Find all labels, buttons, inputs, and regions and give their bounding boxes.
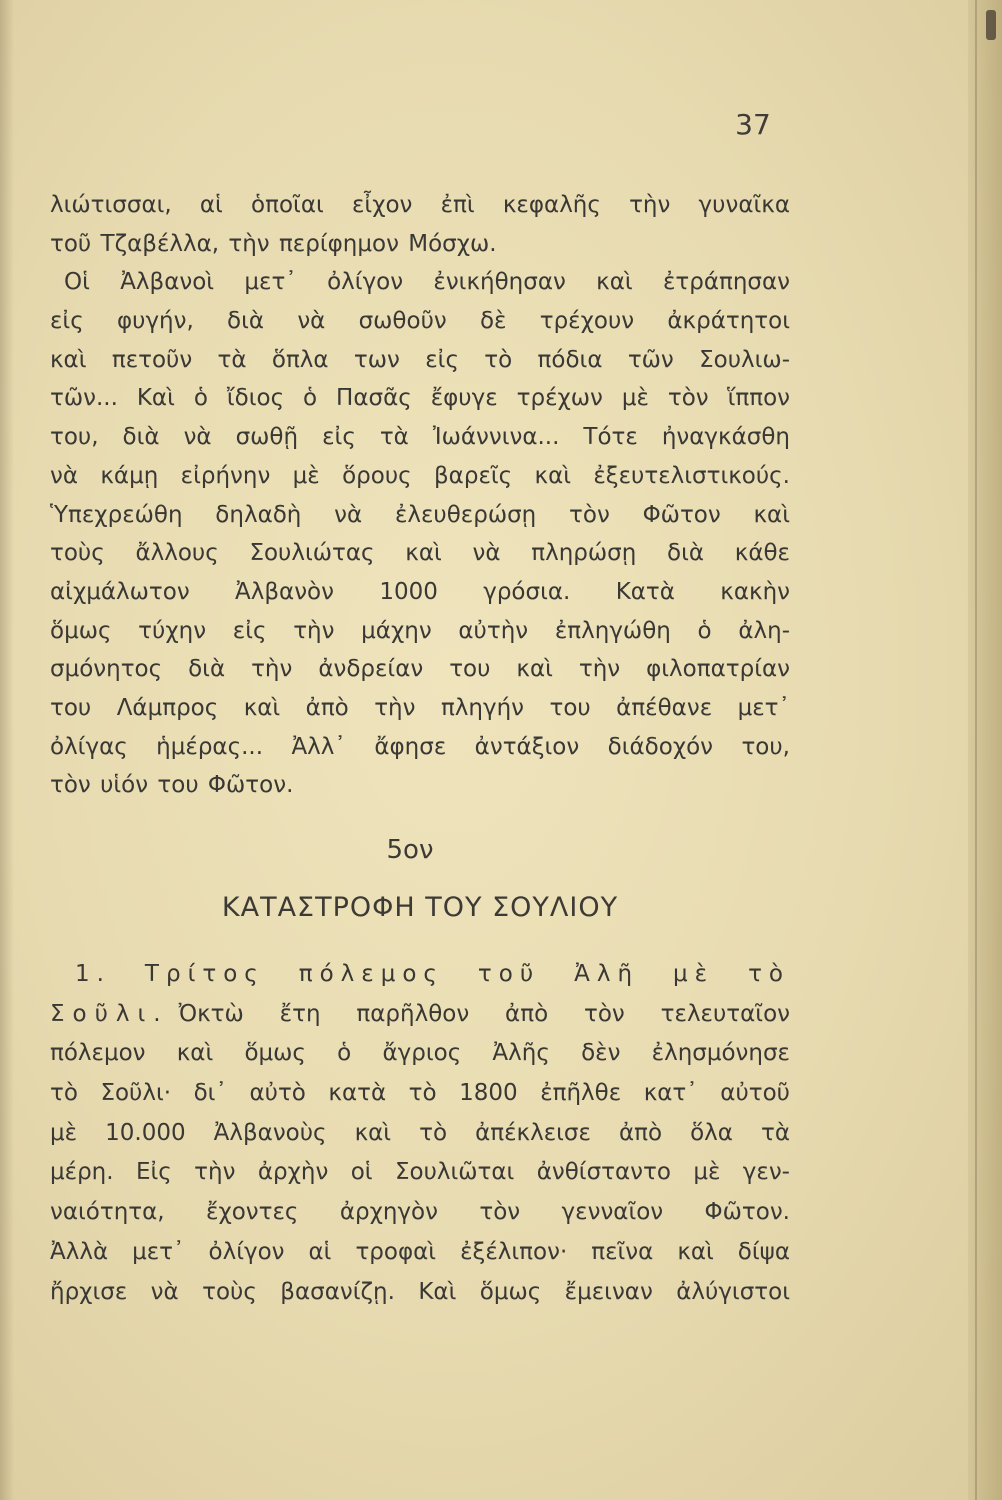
binding-line (975, 0, 977, 1500)
page-number: 37 (735, 108, 771, 141)
text-line: εἰς φυγήν, διὰ νὰ σωθοῦν δὲ τρέχουν ἀκράτητοι (50, 308, 790, 335)
text-line: του, διὰ νὰ σωθῇ εἰς τὰ Ἰωάννινα... Τότε ἠναγκάσθη (50, 424, 790, 451)
corner-mark (986, 10, 996, 40)
subsection-heading-end: Σοῦλι. (50, 1000, 169, 1027)
text-line-rest: Ὀκτὼ ἔτη παρῆλθον ἀπὸ τὸν τελευταῖον (178, 1000, 790, 1027)
text-line: καὶ πετοῦν τὰ ὅπλα των εἰς τὸ πόδια τῶν Σουλιω- (50, 346, 790, 373)
text-line: τὸ Σοῦλι· δι᾿ αὐτὸ κατὰ τὸ 1800 ἐπῆλθε κατ᾿ αὐτοῦ (50, 1080, 790, 1107)
text-line: τοῦ Τζαβέλλα, τὴν περίφημον Μόσχω. (50, 230, 497, 257)
text-line: μέρη. Εἰς τὴν ἀρχὴν οἱ Σουλιῶται ἀνθίσταντο μὲ γεν- (50, 1159, 790, 1186)
text-line (50, 995, 790, 1035)
text-line: Ὑπεχρεώθη δηλαδὴ νὰ ἐλευθερώσῃ τὸν Φῶτον καὶ (50, 501, 790, 528)
text-line: πόλεμον καὶ ὅμως ὁ ἄγριος Ἀλῆς δὲν ἐλησμόνησε (50, 1040, 790, 1067)
text-line: μὲ 10.000 Ἀλβανοὺς καὶ τὸ ἀπέκλεισε ἀπὸ ὅλα τὰ (50, 1119, 790, 1146)
text-line: Οἱ Ἀλβανοὶ μετ᾿ ὀλίγον ἐνικήθησαν καὶ ἐτράπησαν (64, 269, 790, 296)
text-line: ὅμως τύχην εἰς τὴν μάχην αὐτὴν ἐπληγώθη ὁ ἀλη- (50, 617, 790, 644)
paper-edge-right (968, 0, 1002, 1500)
text-line: τὸν υἱόν του Φῶτον. (50, 772, 294, 799)
text-line: τοὺς ἄλλους Σουλιώτας καὶ νὰ πληρώσῃ διὰ κάθε (50, 540, 790, 567)
text-line: ναιότητα, ἔχοντες ἀρχηγὸν τὸν γενναῖον Φῶτον. (50, 1199, 790, 1226)
text-line: λιώτισσαι, αἱ ὁποῖαι εἶχον ἐπὶ κεφαλῆς τὴν γυναῖκα (50, 192, 790, 218)
paragraph-2 (50, 955, 790, 1312)
section-number: 5ον (386, 835, 434, 865)
paragraph-1 (50, 186, 790, 805)
subsection-heading: 1. Τρίτος πόλεμος τοῦ Ἀλῆ μὲ τὸ (75, 961, 790, 987)
text-line: αἰχμάλωτον Ἀλβανὸν 1000 γρόσια. Κατὰ κακὴν (50, 578, 790, 605)
text-line: ὀλίγας ἡμέρας... Ἀλλ᾿ ἄφησε ἀντάξιον διάδοχόν του, (50, 733, 790, 760)
text-line: Ἀλλὰ μετ᾿ ὀλίγον αἱ τροφαὶ ἐξέλιπον· πεῖνα καὶ δίψα (50, 1238, 790, 1265)
paper-edge-left (0, 0, 14, 1500)
text-line: νὰ κάμῃ εἰρήνην μὲ ὅρους βαρεῖς καὶ ἐξευτελιστικούς. (50, 462, 790, 489)
section-title: ΚΑΤΑΣΤΡΟΦΗ ΤΟΥ ΣΟΥΛΙΟΥ (221, 892, 619, 923)
text-line: του Λάμπρος καὶ ἀπὸ τὴν πληγήν του ἀπέθανε μετ᾿ (50, 694, 790, 721)
text-line: τῶν... Καὶ ὁ ἴδιος ὁ Πασᾶς ἔφυγε τρέχων μὲ τὸν ἵππον (50, 385, 790, 412)
text-line: σμόνητος διὰ τὴν ἀνδρείαν του καὶ τὴν φιλοπατρίαν (50, 656, 790, 683)
text-line: ἤρχισε νὰ τοὺς βασανίζῃ. Καὶ ὅμως ἔμειναν ἀλύγιστοι (50, 1278, 790, 1305)
